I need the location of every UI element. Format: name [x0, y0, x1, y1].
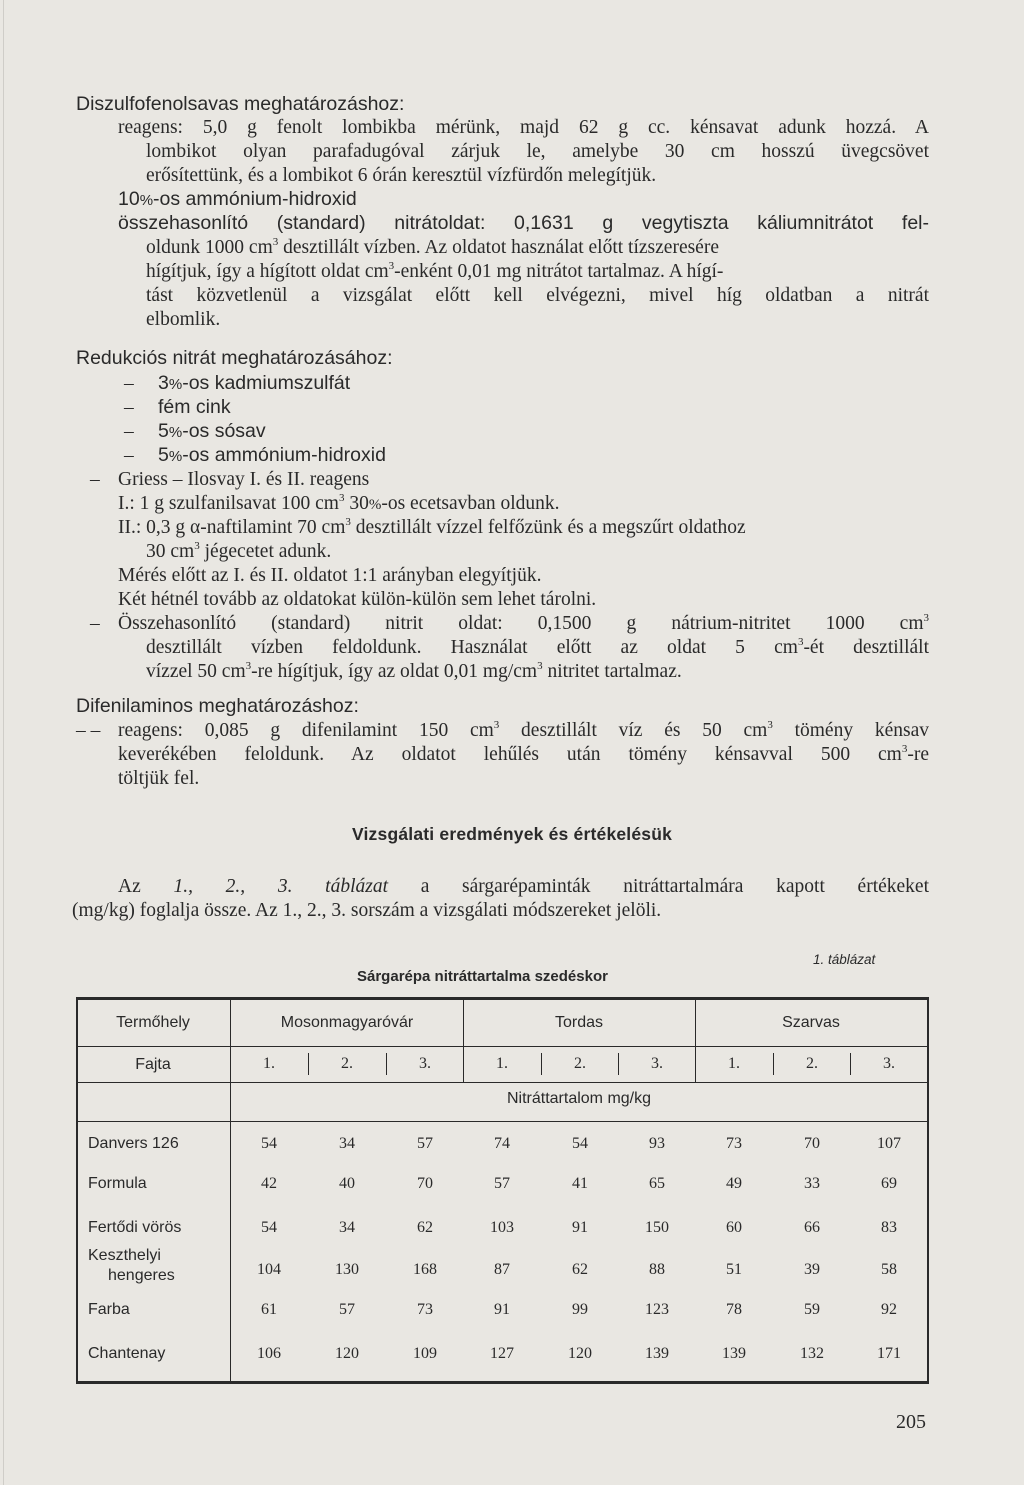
list-dash: – — [124, 445, 134, 466]
method-label: 3. — [883, 1055, 895, 1072]
text-fragment: desztillált vízzel felfőzünk és a megszűrt oldathoz — [350, 517, 746, 538]
table-cell: 66 — [804, 1219, 820, 1236]
table-cell: 139 — [645, 1345, 669, 1362]
row-label: Keszthelyi — [88, 1247, 161, 1264]
table-cell: 107 — [877, 1135, 901, 1152]
method-label: 2. — [574, 1055, 586, 1072]
table-cell: 54 — [261, 1219, 277, 1236]
section-title-diszulfofenol: Diszulfofenolsavas meghatározáshoz: — [76, 93, 405, 115]
text-line: töltjük fel. — [118, 768, 200, 789]
table-cell: 65 — [649, 1175, 665, 1192]
table-cell: 34 — [339, 1135, 355, 1152]
table-cell: 139 — [722, 1345, 746, 1362]
text-fragment: a sárgarépaminták nitráttartalmára kapott értékeket — [388, 876, 929, 897]
table-cell: 120 — [335, 1345, 359, 1362]
list-dash: – — [124, 421, 134, 442]
table-cell: 99 — [572, 1301, 588, 1318]
table-cell: 33 — [804, 1175, 820, 1192]
percent-sign: % — [168, 448, 183, 465]
text-fragment: desztillált víz és 50 cm — [499, 720, 768, 741]
table-cell: 70 — [804, 1135, 820, 1152]
section-title-reduction: Redukciós nitrát meghatározásához: — [76, 347, 393, 369]
method-divider — [773, 1053, 774, 1075]
table-cell: 59 — [804, 1301, 820, 1318]
text-line: tást közvetlenül a vizsgálat előtt kell elvégezni, mivel híg oldatban a nitrát — [146, 285, 929, 306]
text-fragment: -os ammónium-hidroxid — [182, 444, 386, 466]
header-site: Termőhely — [116, 1014, 190, 1031]
superscript: 3 — [901, 743, 908, 755]
table-cell: 73 — [726, 1135, 742, 1152]
table-rule — [76, 1082, 929, 1083]
percent-sign: % — [168, 424, 183, 441]
method-divider — [386, 1053, 387, 1075]
table-cell: 93 — [649, 1135, 665, 1152]
table-rule — [76, 1121, 929, 1122]
text-line: lombikot olyan parafadugóval zárjuk le, amelybe 30 cm hosszú üvegcsövet — [146, 141, 929, 162]
superscript: 3 — [194, 540, 200, 552]
list-item — [158, 372, 350, 396]
text-line — [146, 636, 929, 659]
method-divider — [308, 1053, 309, 1075]
table-cell: 39 — [804, 1261, 820, 1278]
text-fragment: tömény kénsav — [772, 720, 929, 741]
text-line — [118, 516, 746, 539]
percent-sign: % — [368, 497, 382, 513]
table-cell: 87 — [494, 1261, 510, 1278]
table-group-divider — [695, 1000, 696, 1082]
table-cell: 57 — [417, 1135, 433, 1152]
table-cell: 51 — [726, 1261, 742, 1278]
text-fragment: -re — [907, 744, 929, 765]
text-fragment: -os kadmiumszulfát — [182, 372, 351, 394]
method-label: 2. — [806, 1055, 818, 1072]
method-label: 3. — [651, 1055, 663, 1072]
table-cell: 171 — [877, 1345, 901, 1362]
table-cell: 150 — [645, 1219, 669, 1236]
page-edge-shadow — [3, 0, 4, 1485]
table-cell: 104 — [257, 1261, 281, 1278]
text-fragment: -os sósav — [182, 420, 266, 442]
method-label: 2. — [341, 1055, 353, 1072]
list-dash: – – — [76, 720, 101, 741]
table-cell: 130 — [335, 1261, 359, 1278]
table-cell: 58 — [881, 1261, 897, 1278]
text-fragment: -enként 0,01 mg nitrátot tartalmaz. A hígí- — [394, 261, 724, 282]
table-reference: 1., 2., 3. táblázat — [173, 876, 388, 897]
table-border-right — [927, 997, 929, 1384]
superscript: 3 — [245, 660, 252, 672]
table-cell: 168 — [413, 1261, 437, 1278]
superscript: 3 — [493, 719, 500, 731]
table-rule-top — [76, 997, 929, 1000]
text-line: összehasonlító (standard) nitrátoldat: 0,1631 g vegytiszta káliumnitrátot fel- — [118, 212, 929, 234]
superscript: 3 — [797, 636, 804, 648]
table-cell: 83 — [881, 1219, 897, 1236]
table-cell: 127 — [490, 1345, 514, 1362]
method-divider — [618, 1053, 619, 1075]
text-fragment: hígítjuk, így a hígított oldat cm — [146, 261, 389, 282]
text-fragment: -re hígítjuk, így az oldat 0,01 mg/cm — [251, 661, 538, 682]
table-cell: 70 — [417, 1175, 433, 1192]
page-number: 205 — [896, 1411, 926, 1433]
header-site-mosonmagyarovar: Mosonmagyaróvár — [280, 1014, 414, 1031]
text-line — [146, 236, 719, 259]
text-fragment: vízzel 50 cm — [146, 661, 246, 682]
method-divider — [850, 1053, 851, 1075]
table-group-divider — [463, 1000, 464, 1082]
method-divider — [541, 1053, 542, 1075]
list-dash: – — [90, 613, 100, 634]
row-label: Danvers 126 — [88, 1135, 179, 1152]
method-label: 1. — [263, 1055, 275, 1072]
table-cell: 120 — [568, 1345, 592, 1362]
table-cell: 42 — [261, 1175, 277, 1192]
text-fragment: desztillált vízben. Az oldatot használat előtt tízszeresére — [278, 237, 719, 258]
method-label: 3. — [419, 1055, 431, 1072]
table-cell: 60 — [726, 1219, 742, 1236]
table-cell: 132 — [800, 1345, 824, 1362]
text-line — [118, 743, 929, 766]
list-item — [158, 444, 386, 468]
list-dash: – — [124, 397, 134, 418]
header-unit: Nitráttartalom mg/kg — [506, 1090, 652, 1107]
table-number: 1. táblázat — [813, 952, 876, 967]
table-rule — [76, 1046, 929, 1047]
text-fragment: 5 — [158, 420, 169, 442]
text-line: reagens: 5,0 g fenolt lombikba mérünk, majd 62 g cc. kénsavat adunk hozzá. A — [118, 117, 929, 138]
table-cell: 74 — [494, 1135, 510, 1152]
text-fragment: II.: 0,3 g α-naftilamint 70 cm — [118, 517, 346, 538]
text-fragment: reagens: 0,085 g difenilamint 150 cm — [118, 720, 494, 741]
row-label: Chantenay — [88, 1345, 166, 1362]
table-caption: Sárgarépa nitráttartalma szedéskor — [357, 968, 608, 985]
header-variety: Fajta — [135, 1056, 171, 1073]
table-cell: 123 — [645, 1301, 669, 1318]
text-fragment: 30 — [344, 493, 369, 514]
table-cell: 40 — [339, 1175, 355, 1192]
list-item — [158, 420, 266, 444]
table-cell: 92 — [881, 1301, 897, 1318]
superscript: 3 — [338, 492, 345, 504]
text-line — [118, 492, 560, 517]
text-fragment: Az — [118, 876, 174, 897]
superscript: 3 — [537, 660, 543, 672]
text-line — [146, 540, 331, 563]
table-cell: 91 — [572, 1219, 588, 1236]
table-cell: 57 — [494, 1175, 510, 1192]
table-cell: 109 — [413, 1345, 437, 1362]
text-fragment: oldunk 1000 cm — [146, 237, 273, 258]
section-heading-results: Vizsgálati eredmények és értékelésük — [351, 824, 673, 844]
superscript: 3 — [767, 719, 773, 731]
superscript: 3 — [388, 260, 395, 272]
table-cell: 103 — [490, 1219, 514, 1236]
percent-sign: % — [139, 192, 154, 209]
text-fragment: jégecetet adunk. — [199, 541, 332, 562]
text-fragment: I.: 1 g szulfanilsavat 100 cm — [118, 493, 339, 514]
superscript: 3 — [345, 516, 351, 528]
row-label: Formula — [88, 1175, 147, 1192]
superscript: 3 — [923, 612, 929, 624]
text-fragment: desztillált vízben feldoldunk. Használat előtt az oldat 5 cm — [146, 637, 798, 658]
superscript: 3 — [272, 236, 279, 248]
text-fragment: 10 — [118, 188, 140, 210]
table-cell: 61 — [261, 1301, 277, 1318]
text-line: erősítettünk, és a lombikot 6 órán keresztül vízfürdőn melegítjük. — [146, 165, 657, 186]
text-line — [118, 875, 929, 898]
text-fragment: nitritet tartalmaz. — [542, 661, 682, 682]
text-fragment: keverékében feloldunk. Az oldatot lehűlés után tömény kénsavval 500 cm — [118, 744, 902, 765]
method-label: 1. — [728, 1055, 740, 1072]
text-fragment: 3 — [158, 372, 169, 394]
table-cell: 41 — [572, 1175, 588, 1192]
text-line: Két hétnél tovább az oldatokat külön-külön sem lehet tárolni. — [118, 589, 597, 610]
text-line — [118, 719, 929, 742]
section-title-diphenylamine: Difenilaminos meghatározáshoz: — [76, 695, 359, 717]
table-cell: 69 — [881, 1175, 897, 1192]
text-line — [118, 612, 929, 635]
table-cell: 88 — [649, 1261, 665, 1278]
header-site-szarvas: Szarvas — [782, 1014, 840, 1031]
table-cell: 106 — [257, 1345, 281, 1362]
list-item: Griess – Ilosvay I. és II. reagens — [118, 469, 370, 490]
list-item: fém cink — [158, 396, 231, 418]
table-cell: 54 — [261, 1135, 277, 1152]
text-line: elbomlik. — [146, 309, 221, 330]
table-cell: 62 — [572, 1261, 588, 1278]
nitrate-table — [76, 997, 929, 1384]
table-cell: 62 — [417, 1219, 433, 1236]
text-line — [146, 260, 723, 283]
text-line: (mg/kg) foglalja össze. Az 1., 2., 3. sorszám a vizsgálati módszereket jelöli. — [72, 900, 662, 921]
table-cell: 49 — [726, 1175, 742, 1192]
method-label: 1. — [496, 1055, 508, 1072]
list-dash: – — [90, 469, 100, 490]
table-cell: 73 — [417, 1301, 433, 1318]
header-site-tordas: Tordas — [554, 1014, 604, 1031]
table-cell: 91 — [494, 1301, 510, 1318]
text-fragment: 5 — [158, 444, 169, 466]
text-fragment: Összehasonlító (standard) nitrit oldat: 0,1500 g nátrium-nitritet 1000 cm — [118, 613, 924, 634]
text-line — [118, 188, 357, 212]
table-cell: 57 — [339, 1301, 355, 1318]
row-label: Fertődi vörös — [88, 1219, 182, 1236]
text-fragment: -os ecetsavban oldunk. — [381, 493, 560, 514]
table-col-divider — [230, 997, 231, 1384]
text-fragment: -ét desztillált — [803, 637, 929, 658]
text-line — [146, 660, 682, 683]
text-line: Mérés előtt az I. és II. oldatot 1:1 arányban elegyítjük. — [118, 565, 542, 586]
row-label: Farba — [88, 1301, 130, 1318]
row-label-continued: hengeres — [108, 1267, 175, 1284]
table-rule-bottom — [76, 1381, 929, 1384]
text-fragment: -os ammónium-hidroxid — [153, 188, 357, 210]
table-cell: 78 — [726, 1301, 742, 1318]
percent-sign: % — [168, 376, 183, 393]
table-cell: 54 — [572, 1135, 588, 1152]
table-cell: 34 — [339, 1219, 355, 1236]
text-fragment: 30 cm — [146, 541, 195, 562]
list-dash: – — [124, 373, 134, 394]
